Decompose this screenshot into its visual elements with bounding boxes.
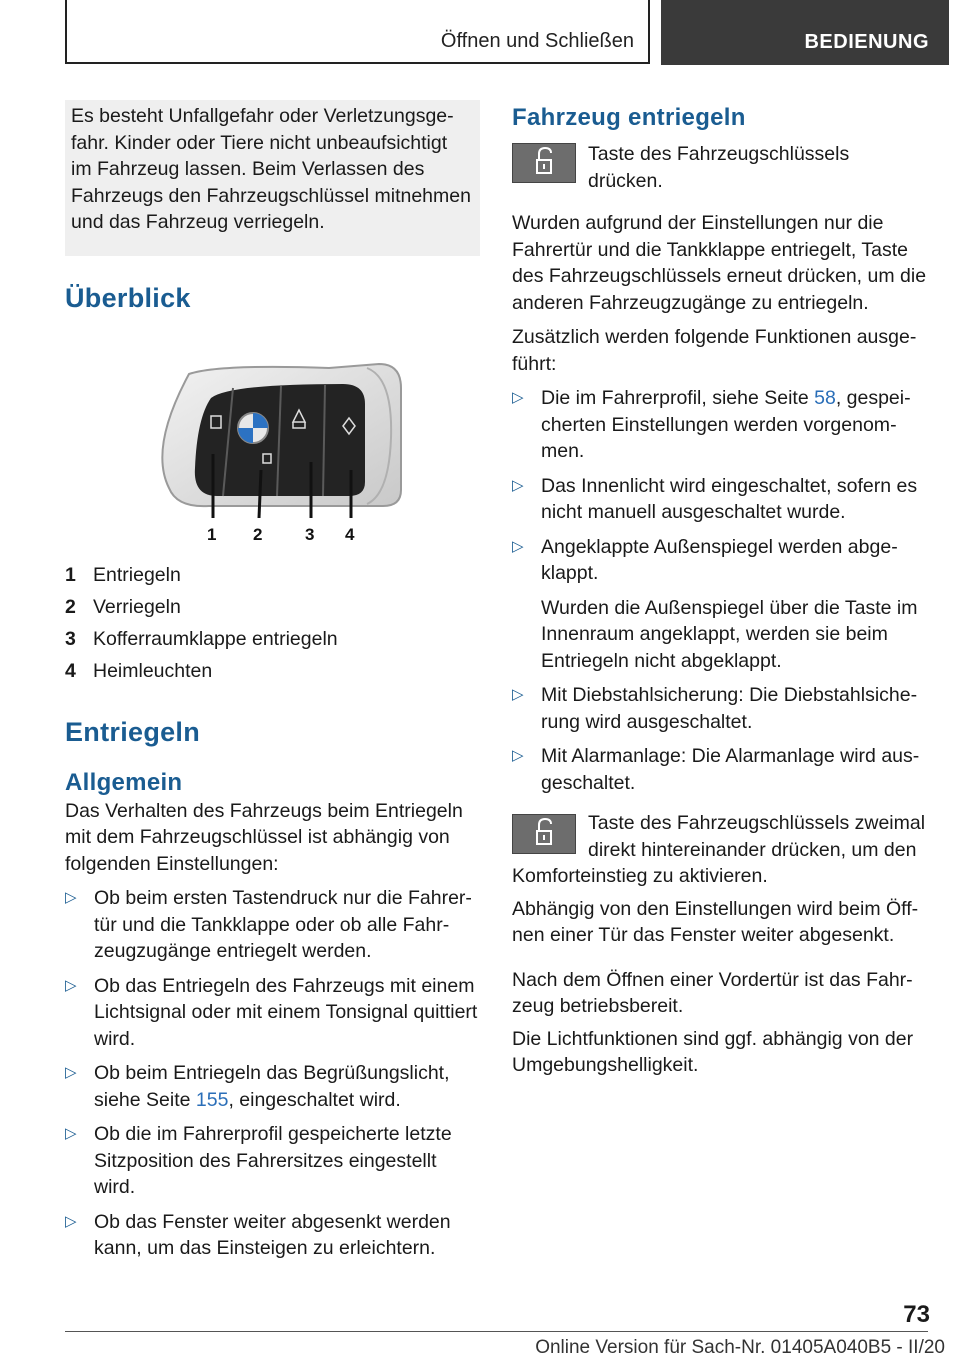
legend-item	[65, 624, 480, 656]
unlock-instruction-1	[512, 141, 927, 194]
legend-number: 4	[65, 660, 76, 683]
list-item	[65, 1060, 480, 1113]
list-item-text	[541, 534, 927, 675]
list-item	[512, 473, 927, 526]
triangle-right-icon: ▷	[65, 889, 77, 906]
settings-list	[65, 885, 480, 1262]
triangle-right-icon: ▷	[65, 976, 77, 994]
list-item-subtext: Wurden die Außenspiegel über die Taste im Innenraum angeklappt, werden sie beim Entriegeln nicht abgeklappt.	[541, 596, 918, 672]
list-item-text-part: , gespeicherten Einstellungen werden vorgenommen.	[541, 387, 911, 462]
page-number: 73	[903, 1301, 930, 1328]
list-item	[512, 743, 927, 796]
legend-item	[65, 656, 480, 688]
figure-legend	[65, 560, 480, 688]
triangle-right-icon: ▷	[512, 537, 524, 555]
figure-label-2: 2	[253, 524, 263, 544]
unlock-heading: Entriegeln	[65, 716, 201, 747]
legend-text: Heimleuchten	[93, 660, 213, 683]
functions-list	[512, 385, 927, 796]
figure-label-1: 1	[207, 524, 217, 544]
triangle-right-icon: ▷	[512, 686, 524, 703]
legend-text: Kofferraumklappe entriegeln	[93, 628, 338, 651]
list-item	[512, 534, 927, 675]
list-item-text	[541, 385, 927, 465]
page-link-58[interactable]: 58	[814, 387, 836, 409]
legend-number: 3	[65, 628, 76, 651]
paragraph-3: Abhängig von den Einstellungen wird beim Öffnen einer Tür das Fenster weiter abgesenkt.	[512, 897, 919, 946]
list-item-text-part: Die im Fahrerprofil, siehe Seite	[541, 387, 815, 409]
unlock-button-icon	[512, 814, 576, 854]
chapter-title: Öffnen und Schließen	[440, 30, 634, 52]
triangle-right-icon: ▷	[512, 476, 524, 494]
paragraph-1: Wurden aufgrund der Einstellungen nur die Fahrertür und die Tankklappe entriegelt, Taste des Fahrzeugschlüssels erneut drücken, um die anderen Fahrzeugzugänge zu entriegeln.	[512, 212, 927, 314]
list-item-text: Ob die im Fahrerprofil gespeicherte letzte Sitzposition des Fahrersitzes eingestellt wird.	[94, 1123, 452, 1198]
triangle-right-icon: ▷	[65, 1212, 77, 1230]
list-item	[65, 885, 480, 965]
list-item-text-part: , eingeschaltet wird.	[228, 1088, 401, 1111]
legend-item	[65, 560, 480, 592]
legend-text: Verriegeln	[93, 596, 181, 619]
figure-label-4: 4	[345, 524, 355, 544]
list-item-text: Mit Diebstahlsicherung: Die Diebstahlsicherung wird ausgeschaltet.	[541, 684, 918, 733]
triangle-right-icon: ▷	[512, 747, 524, 764]
list-item-text: Das Innenlicht wird eingeschaltet, sofern es nicht manuell ausgeschaltet wurde.	[541, 474, 918, 523]
list-item	[65, 973, 480, 1053]
general-heading: Allgemein	[65, 768, 183, 796]
paragraph-5: Die Lichtfunktionen sind ggf. abhängig von der Umgebungshelligkeit.	[512, 1027, 914, 1076]
footer-divider	[65, 1331, 928, 1332]
list-item	[512, 682, 927, 735]
section-title: BEDIENUNG	[804, 31, 929, 53]
list-item-text: Mit Alarmanlage: Die Alarmanlage wird ausgeschaltet.	[541, 745, 920, 794]
list-item-text	[94, 1060, 480, 1113]
list-item-text-part: Ob beim Entriegeln das Begrüßungslicht, siehe Seite	[94, 1062, 450, 1111]
comfort-entry-text: Taste des Fahrzeugschlüssels zweimal direkt hintereinander drücken, um den Komforteinstieg zu aktivieren.	[512, 812, 926, 887]
list-item-text: Ob beim ersten Tastendruck nur die Fahrertür und die Tankklappe oder ob alle Fahrzeugzugänge entriegelt werden.	[94, 887, 472, 962]
legend-number: 2	[65, 596, 76, 619]
list-item-text-part: Angeklappte Außenspiegel werden abgeklappt.	[541, 535, 898, 584]
general-text: Das Verhalten des Fahrzeugs beim Entriegeln mit dem Fahrzeugschlüssel ist abhängig von folgenden Einstellungen:	[65, 799, 463, 875]
list-item-text: Ob das Entriegeln des Fahrzeugs mit einem Lichtsignal oder mit einem Tonsignal quittiert wird.	[94, 974, 478, 1050]
overview-heading: Überblick	[65, 282, 191, 313]
list-item	[65, 1209, 480, 1262]
left-column	[65, 100, 480, 1262]
legend-number: 1	[65, 564, 76, 587]
triangle-right-icon: ▷	[65, 1125, 77, 1142]
unlock-button-icon	[512, 143, 576, 183]
header-title-box	[65, 0, 650, 64]
paragraph-4: Nach dem Öffnen einer Vordertür ist das Fahrzeug betriebsbereit.	[512, 968, 913, 1017]
list-item-text: Ob das Fenster weiter abgesenkt werden kann, um das Einsteigen zu erleichtern.	[94, 1210, 451, 1259]
header-section-box	[661, 0, 949, 65]
list-item	[512, 385, 927, 465]
vehicle-unlock-heading: Fahrzeug entriegeln	[512, 104, 746, 131]
footer-version-text: Online Version für Sach-Nr. 01405A040B5 - II/20	[535, 1337, 945, 1358]
unlock-instruction-text: Taste des Fahrzeugschlüssels drücken.	[588, 143, 850, 192]
legend-item	[65, 592, 480, 624]
warning-box	[65, 100, 480, 256]
page-link-155[interactable]: 155	[195, 1088, 229, 1111]
triangle-right-icon: ▷	[512, 389, 524, 406]
triangle-right-icon: ▷	[65, 1064, 77, 1081]
key-fob-illustration	[129, 358, 419, 548]
list-item	[65, 1121, 480, 1201]
right-column	[512, 100, 927, 1079]
paragraph-2: Zusätzlich werden folgende Funktionen ausgeführt:	[512, 326, 917, 375]
warning-text: Es besteht Unfallgefahr oder Verletzungsgefahr. Kinder oder Tiere nicht unbeaufsichtigt im Fahrzeug lassen. Beim Verlassen des Fahrzeugs den Fahrzeugschlüssel mitnehmen und das Fahrzeug verriegeln.	[71, 105, 471, 233]
unlock-instruction-2	[512, 810, 927, 890]
legend-text: Entriegeln	[93, 564, 181, 587]
figure-label-3: 3	[305, 524, 315, 544]
